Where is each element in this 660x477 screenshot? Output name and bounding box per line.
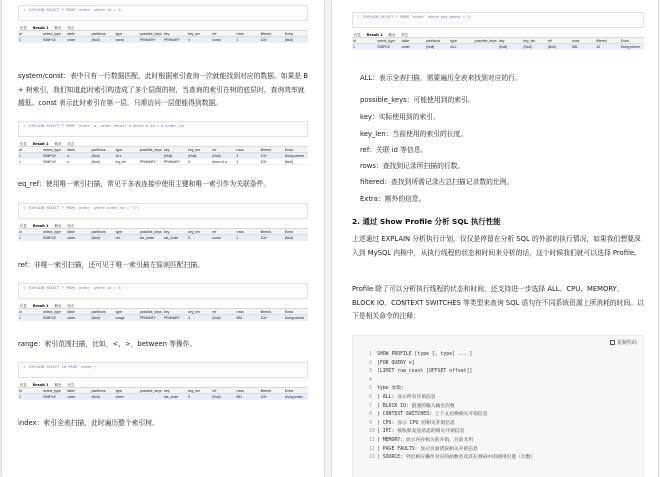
sql-editor[interactable]: 1 EXPLAIN SELECT * FROM `order` where order_no = "1"; [18, 203, 308, 219]
section-heading: 2. 通过 Show Profile 分析 SQL 执行性能 [352, 217, 501, 226]
table-cell: 4 [187, 315, 211, 321]
column-header[interactable]: select_type [42, 229, 66, 235]
tab-profile[interactable]: 概况 [388, 33, 396, 37]
table-cell: (Null) [90, 37, 114, 43]
column-header[interactable]: key_len [187, 388, 211, 394]
line-number: 4 [369, 377, 372, 383]
sql-text: EXPLAIN SELECT * FROM `order` o, order_detail d where o.id = d.order_id; [29, 124, 185, 128]
column-header[interactable]: table [401, 38, 425, 44]
tab-profile[interactable]: 概况 [54, 304, 62, 308]
column-header[interactable]: filtered [260, 147, 284, 153]
tab-status[interactable]: 状态 [67, 224, 75, 228]
column-header[interactable]: key [163, 388, 187, 394]
code-line [369, 403, 639, 412]
line-number: 7 [369, 403, 372, 409]
table-cell [139, 394, 163, 400]
code-text: | PAGE FAULTS: 显示页面错误相关开销信息 [377, 446, 478, 452]
table-cell: (Null) [547, 44, 571, 50]
column-header[interactable]: select_type [42, 388, 66, 394]
column-header[interactable]: Extra [284, 147, 308, 153]
column-header[interactable]: Extra [620, 38, 644, 44]
table-cell: 4 [187, 37, 211, 43]
column-header[interactable]: ref [211, 229, 235, 235]
column-header[interactable]: table [66, 388, 90, 394]
column-header[interactable]: key_len [187, 229, 211, 235]
column-header[interactable]: key [163, 229, 187, 235]
table-cell: PRIMARY [139, 159, 163, 165]
column-header[interactable]: id [18, 147, 42, 153]
sql-editor[interactable]: 1 EXPLAIN SELECT * FROM `order` o, order_detail d where o.id = d.order_id; [18, 121, 308, 137]
tab-result[interactable]: Result 1 [32, 142, 49, 146]
column-header[interactable]: rows [235, 388, 259, 394]
table-cell: 581 [571, 44, 595, 50]
paragraph: 上述通过 EXPLAIN 分析执行计划，仅仅是停留在分析 SQL 的外部的执行情况，如果我们想要深入到 MySQL 内核中，从执行线程的状态和时间来分析的话，这个时候我们就可以选择 Profile。 [352, 235, 641, 257]
column-header[interactable]: table [66, 309, 90, 315]
field-description: possible_keys：可能使用到的索引。 [360, 96, 475, 104]
table-row[interactable] [18, 394, 308, 400]
column-header[interactable]: key_len [522, 38, 546, 44]
code-text: | CPU: 显示 CPU 的相关开销信息 [377, 420, 455, 426]
table-cell: (Null) [211, 394, 235, 400]
table-cell: 100 [260, 159, 284, 165]
column-header[interactable]: key [163, 147, 187, 153]
table-cell: eq_ref [115, 159, 139, 165]
query-screenshot [18, 203, 308, 241]
code-line [369, 385, 639, 394]
table-row[interactable] [18, 315, 308, 321]
column-header[interactable]: Extra [284, 309, 308, 315]
table-cell: 5 [187, 394, 211, 400]
column-header[interactable]: partitions [425, 38, 449, 44]
table-cell: (Null) [211, 315, 235, 321]
column-header[interactable]: table [66, 31, 90, 37]
table-cell: 1 [235, 159, 259, 165]
table-cell: d [66, 153, 90, 159]
table-cell: PRIMARY [163, 37, 187, 43]
column-header[interactable]: select_type [42, 147, 66, 153]
column-header[interactable]: filtered [595, 38, 619, 44]
line-number: 1 [369, 352, 372, 357]
field-description: rows：查找到记录所扫描的行数。 [360, 162, 465, 170]
tab-result[interactable]: Result 1 [32, 26, 49, 30]
column-header[interactable]: key [163, 309, 187, 315]
tab-profile[interactable]: 概况 [54, 142, 62, 146]
table-cell: 1 [18, 394, 42, 400]
result-tabs [18, 24, 308, 31]
table-cell: (Null) [284, 159, 308, 165]
column-header[interactable]: Extra [284, 388, 308, 394]
line-number: 10 [369, 429, 375, 435]
tab-profile[interactable]: 概况 [54, 224, 62, 228]
column-header[interactable]: table [66, 147, 90, 153]
table-cell: const [211, 235, 235, 241]
paragraph: eq_ref：使用唯一索引扫描，常见于多表连接中使用主键和唯一索引作为关联条件。 [18, 180, 271, 188]
table-cell: order [66, 235, 90, 241]
line-number: 5 [369, 386, 372, 392]
table-cell: (Null) [90, 394, 114, 400]
column-header[interactable]: rows [235, 31, 259, 37]
tab-status[interactable]: 状态 [67, 26, 75, 30]
table-cell: 1 [18, 37, 42, 43]
table-cell: SIMPLE [42, 315, 66, 321]
column-header[interactable]: id [18, 309, 42, 315]
table-cell: 1 [18, 235, 42, 241]
table-row[interactable] [18, 235, 308, 241]
tab-info[interactable]: 信息 [20, 142, 27, 146]
column-header[interactable]: id [352, 38, 376, 44]
table-cell: ALL [115, 153, 139, 159]
table-cell: (Null) [187, 153, 211, 159]
sql-editor[interactable]: 1 EXPLAIN SELECT id FROM `order`; [18, 362, 308, 378]
field-description: ALL：表示全表扫描，需要遍历全表来找到对应的行。 [360, 74, 522, 82]
column-header[interactable]: possible_keys [139, 388, 162, 393]
code-line [369, 446, 639, 455]
field-description: key：实际使用到的索引。 [360, 113, 440, 121]
tab-profile[interactable]: 概况 [54, 26, 62, 30]
sql-text: EXPLAIN SELECT id FROM `order`; [29, 365, 97, 369]
table-cell: 580 [235, 315, 259, 321]
table-cell: order [66, 315, 90, 321]
column-header[interactable]: filtered [260, 309, 284, 315]
tab-result[interactable]: Result 1 [32, 224, 49, 228]
table-cell: SIMPLE [42, 37, 66, 43]
table-cell: 1 [235, 37, 259, 43]
table-cell: 1 [18, 159, 42, 165]
code-line [369, 454, 639, 463]
table-cell: Using where [284, 315, 308, 321]
column-header[interactable]: select_type [42, 31, 66, 37]
paragraph: ref：非唯一索引扫描，还可见于唯一索引最左原则匹配扫描。 [18, 261, 204, 269]
table-cell: 100 [260, 37, 284, 43]
table-cell: 1 [18, 153, 42, 159]
column-header[interactable]: filtered [260, 388, 284, 394]
paragraph: range：索引范围扫描，比如，<，>，between 等操作。 [18, 340, 197, 348]
table-cell: range [115, 315, 139, 321]
tab-status[interactable]: 状态 [401, 33, 409, 37]
column-header[interactable]: table [66, 229, 90, 235]
column-header[interactable]: key [163, 31, 187, 37]
column-header[interactable]: rows [235, 229, 259, 235]
table-cell: 100 [260, 153, 284, 159]
table-cell: PRIMARY [139, 315, 163, 321]
table-cell: PRIMARY [163, 159, 187, 165]
query-screenshot [18, 283, 308, 321]
column-header[interactable]: possible_keys [474, 38, 497, 43]
code-text: | ALL: 显示所有开销信息 [377, 394, 436, 400]
table-cell: 1 [18, 315, 42, 321]
line-number: 12 [369, 446, 375, 452]
copy-code-button[interactable] [610, 339, 637, 346]
code-text: [LIMIT row_count [OFFSET offset]] [377, 369, 473, 375]
column-header[interactable]: key [498, 38, 522, 44]
table-cell: idx_order [163, 394, 187, 400]
code-line [369, 411, 639, 420]
column-header[interactable]: partitions [90, 309, 114, 315]
tab-info[interactable]: 信息 [20, 383, 27, 387]
column-header[interactable]: type [115, 388, 139, 394]
table-cell: ref [115, 235, 139, 241]
table-cell [474, 44, 498, 50]
code-line [369, 360, 639, 369]
line-number: 6 [369, 394, 372, 400]
column-header[interactable]: rows [235, 309, 259, 315]
table-cell: o [66, 159, 90, 165]
query-screenshot [352, 12, 644, 50]
column-header[interactable]: key_len [187, 147, 211, 153]
table-cell: 581 [235, 394, 259, 400]
table-cell: index [115, 394, 139, 400]
column-header[interactable]: ref [211, 388, 235, 394]
result-table [18, 388, 308, 400]
column-header[interactable]: Extra [284, 31, 308, 37]
column-header[interactable]: filtered [260, 31, 284, 37]
tab-status[interactable]: 状态 [67, 383, 75, 387]
column-header[interactable]: possible_keys [139, 147, 162, 152]
table-cell: SIMPLE [42, 235, 66, 241]
sql-editor[interactable]: 1 EXPLAIN SELECT * FROM `order` where id > 5; [18, 283, 308, 299]
column-header[interactable]: ref [547, 38, 571, 44]
code-text: [FOR QUERY n] [377, 360, 415, 366]
paragraph: Profile 除了可以分析执行线程的状态和时间，还支持进一步选择 ALL、CPU、MEMORY、BLOCK IO、CONTEXT SWITCHES 等类型来查询 SQL 语句在不同系统资源上所消耗的时间。以下是相关命令的注释： [352, 285, 644, 320]
field-description: Extra：额外的信息。 [360, 195, 426, 203]
table-cell: (Null) [90, 159, 114, 165]
table-row[interactable] [352, 44, 644, 50]
table-cell: (Null) [498, 44, 522, 50]
column-header[interactable]: ref [211, 147, 235, 153]
column-header[interactable]: key_len [187, 31, 211, 37]
paragraph: system/const：表中只有一行数据匹配，此时根据索引查询一次就能找到对应的数据。如果是 B + 树索引，我们知道此时索引构造成了多个层级的树，当查询的索引在树的底层时，查询效率就越低。const 表示此时索引在第一层，只需访问一层便能得到数据。 [18, 72, 308, 107]
table-cell: demo.d.o [211, 159, 235, 165]
column-header[interactable]: ref [211, 31, 235, 37]
tab-info[interactable]: 信息 [20, 304, 27, 308]
column-header[interactable]: rows [571, 38, 595, 44]
table-cell: (Null) [284, 235, 308, 241]
code-line [369, 368, 639, 377]
table-cell: order [66, 394, 90, 400]
code-text: SHOW PROFILE [type [, type] ... ] [377, 352, 473, 357]
result-tabs [18, 381, 308, 388]
column-header[interactable]: partitions [90, 388, 114, 394]
column-header[interactable]: type [115, 309, 139, 315]
copy-icon [610, 340, 615, 345]
line-number: 9 [369, 420, 372, 426]
tab-result[interactable]: Result 1 [32, 304, 49, 308]
table-cell: (Null) [284, 37, 308, 43]
table-cell: SIMPLE [42, 159, 66, 165]
table-cell: order [66, 37, 90, 43]
sql-text: EXPLAIN SELECT * FROM `order` where id > 5; [29, 286, 123, 290]
table-cell: idx_order [139, 235, 163, 241]
table-cell: 5 [187, 235, 211, 241]
table-cell: Using where [620, 44, 644, 50]
sql-editor[interactable]: 1 EXPLAIN SELECT * FROM `order` where pay_money = 1; [352, 12, 644, 28]
code-lines [369, 351, 639, 463]
table-cell: 100 [260, 315, 284, 321]
table-cell: idx_order [163, 235, 187, 241]
left-page [2, 0, 324, 477]
column-header[interactable]: possible_keys [139, 31, 162, 36]
table-cell: (Null) [211, 153, 235, 159]
tab-info[interactable]: 信息 [20, 26, 27, 30]
result-table [18, 309, 308, 321]
table-cell: 100 [260, 235, 284, 241]
code-line [369, 420, 639, 429]
table-row[interactable] [18, 159, 308, 165]
table-row[interactable] [18, 37, 308, 43]
line-number: 3 [369, 369, 372, 375]
query-screenshot [18, 5, 308, 43]
result-table [18, 31, 308, 43]
table-cell: (Null) [522, 44, 546, 50]
field-description: key_len：当前使用的索引的长度。 [360, 130, 468, 138]
table-cell: Using index [284, 394, 308, 400]
result-table [352, 38, 644, 50]
result-tabs [18, 222, 308, 229]
code-line [369, 428, 639, 437]
column-header[interactable]: possible_keys [139, 309, 162, 314]
paragraph: index：索引全表扫描，此时遍历整个索引树。 [18, 419, 159, 427]
column-header[interactable]: type [115, 31, 139, 37]
tab-status[interactable]: 状态 [67, 304, 75, 308]
table-cell: 100 [260, 394, 284, 400]
result-tabs [18, 140, 308, 147]
column-header[interactable]: possible_keys [139, 229, 162, 234]
code-line [369, 377, 639, 386]
table-cell: (Null) [90, 315, 114, 321]
code-line [369, 394, 639, 403]
table-cell: (Null) [90, 153, 114, 159]
table-cell: (Null) [425, 44, 449, 50]
code-text: | CONTEXT SWITCHES: 上下文切换相关开销信息 [377, 412, 488, 418]
code-text: | BLOCK IO: 阻塞的输入输出次数 [377, 403, 455, 409]
table-cell: 1 [352, 44, 376, 50]
column-header[interactable]: id [18, 388, 42, 394]
column-header[interactable]: filtered [260, 229, 284, 235]
sql-text: EXPLAIN SELECT * FROM `order` where order_no = "1"; [29, 206, 140, 210]
tab-status[interactable]: 状态 [67, 142, 75, 146]
sql-editor[interactable]: 1 EXPLAIN SELECT * FROM `order` where id = 1; [18, 5, 308, 21]
column-header[interactable]: type [115, 229, 139, 235]
code-line [369, 437, 639, 446]
table-cell: PRIMARY [139, 37, 163, 43]
column-header[interactable]: rows [235, 147, 259, 153]
column-header[interactable]: id [18, 229, 42, 235]
table-cell: 3 [235, 153, 259, 159]
column-header[interactable]: select_type [376, 38, 400, 44]
table-cell: SIMPLE [42, 394, 66, 400]
result-tabs [352, 31, 644, 38]
copy-code-label: 复制代码 [616, 340, 637, 346]
code-text: | SOURCE: 列出相应操作对应的函数名及其在源码中的调用位置（行数） [377, 455, 536, 461]
table-cell: SIMPLE [376, 44, 400, 50]
tab-result[interactable]: Result 1 [366, 33, 383, 37]
table-cell: SIMPLE [42, 153, 66, 159]
column-header[interactable]: partitions [90, 229, 114, 235]
column-header[interactable]: partitions [90, 31, 114, 37]
table-cell: Using where [284, 153, 308, 159]
table-cell: ALL [449, 44, 473, 50]
code-text: | MEMORY: 显示内存相关的开销，目前无用 [377, 437, 474, 443]
code-text: | IPC: 接收和发送消息的相关开销信息 [377, 429, 465, 435]
column-header[interactable]: select_type [42, 309, 66, 315]
table-cell: const [115, 37, 139, 43]
table-cell: (Null) [163, 153, 187, 159]
column-header[interactable]: Extra [284, 229, 308, 235]
table-cell: 1 [235, 235, 259, 241]
sql-text: EXPLAIN SELECT * FROM `order` where id = 1; [29, 8, 123, 12]
query-screenshot [18, 362, 308, 400]
column-header[interactable]: ref [211, 309, 235, 315]
result-table [18, 229, 308, 241]
line-number: 2 [369, 360, 372, 366]
code-block [352, 335, 644, 477]
line-number: 8 [369, 412, 372, 418]
table-cell: (Null) [90, 235, 114, 241]
sql-text: EXPLAIN SELECT * FROM `order` where pay_money = 1; [363, 15, 472, 19]
line-number: 13 [369, 455, 375, 461]
table-cell: PRIMARY [163, 315, 187, 321]
tab-info[interactable]: 信息 [354, 33, 361, 37]
query-screenshot [18, 121, 308, 165]
column-header[interactable]: id [18, 31, 42, 37]
table-cell: 4 [187, 159, 211, 165]
right-page [332, 0, 658, 477]
column-header[interactable]: type [449, 38, 473, 44]
tab-info[interactable]: 信息 [20, 224, 27, 228]
result-tabs [18, 302, 308, 309]
column-header[interactable]: partitions [90, 147, 114, 153]
table-cell: 10 [595, 44, 619, 50]
field-description: ref：关联 id 等信息。 [360, 146, 428, 154]
tab-result[interactable]: Result 1 [32, 383, 49, 387]
code-line [369, 351, 639, 360]
code-text: type 参数: [377, 386, 404, 392]
result-table [18, 147, 308, 165]
line-number: 11 [369, 437, 375, 443]
table-cell: const [211, 37, 235, 43]
tab-profile[interactable]: 概况 [54, 383, 62, 387]
column-header[interactable]: key_len [187, 309, 211, 315]
column-header[interactable]: type [115, 147, 139, 153]
table-cell: order [401, 44, 425, 50]
field-description: filtered：查找到所需记录占总扫描记录数的比例。 [360, 178, 514, 186]
